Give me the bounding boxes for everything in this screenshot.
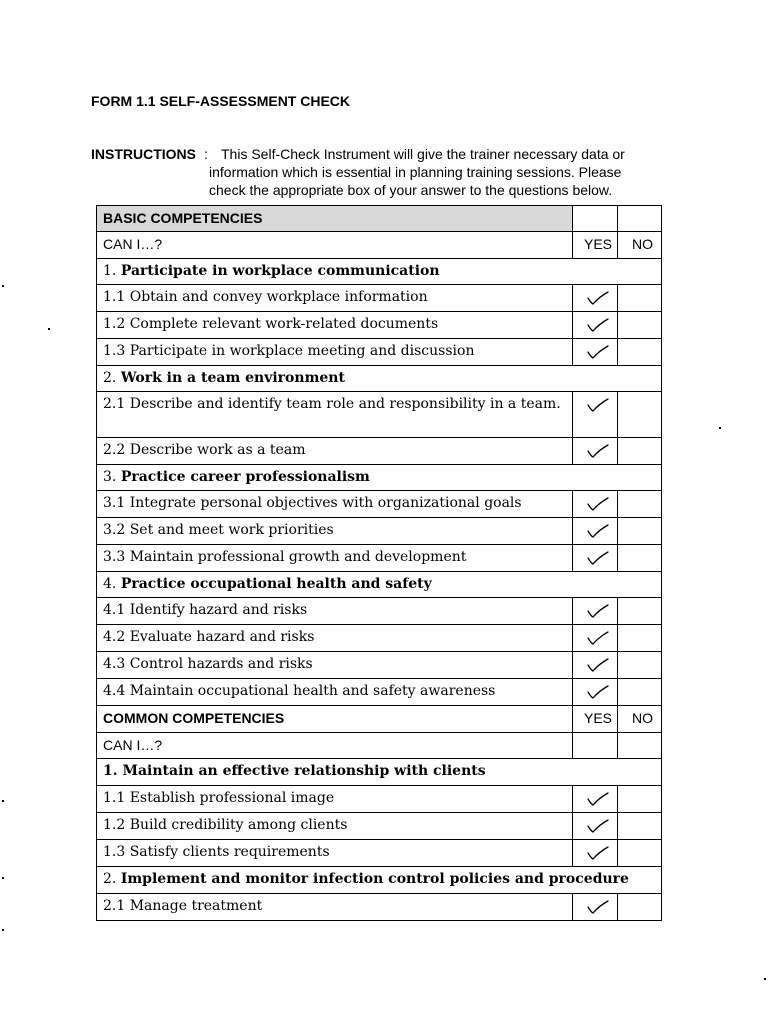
- no-checkbox-cell[interactable]: [618, 679, 662, 706]
- section-title: 1. Maintain an effective relationship with clients: [103, 763, 486, 779]
- competency-item-text: 1.2 Complete relevant work-related documents: [103, 316, 439, 332]
- competency-item: [97, 518, 573, 545]
- no-checkbox-cell[interactable]: [618, 652, 662, 679]
- common-competencies-header: [97, 706, 573, 733]
- no-checkbox-cell[interactable]: [618, 438, 662, 465]
- section-title: Practice career professionalism: [120, 469, 370, 485]
- yes-column-label: [573, 232, 618, 259]
- no-column-label: [618, 706, 662, 733]
- section-number: 1.: [103, 263, 121, 279]
- competency-item: [97, 894, 573, 921]
- competency-item-text: 4.1 Identify hazard and risks: [103, 602, 308, 618]
- scan-speck: [2, 800, 4, 802]
- competency-item-text: 1.1 Obtain and convey workplace information: [103, 289, 428, 305]
- instructions-line: information which is essential in planning training sessions. Please: [209, 164, 622, 180]
- competency-item: [97, 652, 573, 679]
- section-heading: [97, 572, 662, 598]
- yes-checkbox-cell[interactable]: [573, 840, 618, 867]
- competency-item: [97, 339, 573, 366]
- table-row: [97, 625, 662, 652]
- check-mark-icon: [579, 790, 617, 808]
- no-checkbox-cell[interactable]: [618, 491, 662, 518]
- instructions-line: check the appropriate box of your answer to the questions below.: [209, 182, 613, 198]
- yes-checkbox-cell[interactable]: [573, 652, 618, 679]
- table-row: [97, 491, 662, 518]
- check-mark-icon: [579, 898, 617, 916]
- table-row: [97, 545, 662, 572]
- table-row: [97, 840, 662, 867]
- can-i-label: [97, 733, 573, 759]
- competency-item-text: 1.2 Build credibility among clients: [103, 817, 348, 833]
- yes-column-label-text: YES: [583, 710, 612, 726]
- table-row: [97, 786, 662, 813]
- section-heading-text: [103, 465, 661, 485]
- no-checkbox-cell[interactable]: [618, 285, 662, 312]
- section-number: 4.: [103, 576, 121, 592]
- section-heading: [97, 366, 662, 392]
- no-column-label-text: NO: [632, 710, 653, 726]
- no-column-label-text: NO: [632, 236, 653, 252]
- table-row: [97, 366, 662, 392]
- competency-item: [97, 438, 573, 465]
- yes-checkbox-cell[interactable]: [573, 392, 618, 438]
- table-row: [97, 867, 662, 894]
- section-heading: [97, 867, 662, 894]
- competency-item-text: 4.4 Maintain occupational health and safety awareness: [103, 683, 496, 699]
- check-mark-icon: [579, 683, 617, 701]
- table-row: [97, 259, 662, 285]
- competency-item: [97, 312, 573, 339]
- table-row: [97, 572, 662, 598]
- section-number: 2.: [103, 871, 121, 887]
- competency-item-text: 3.3 Maintain professional growth and development: [103, 549, 467, 565]
- competency-item: [97, 679, 573, 706]
- yes-checkbox-cell[interactable]: [573, 491, 618, 518]
- check-mark-icon: [579, 396, 617, 414]
- scan-speck: [48, 328, 50, 330]
- table-row: [97, 339, 662, 366]
- section-heading: [97, 465, 662, 491]
- competency-item-text: 4.3 Control hazards and risks: [103, 656, 313, 672]
- check-mark-icon: [579, 522, 617, 540]
- section-heading-text: [103, 366, 661, 386]
- no-checkbox-cell[interactable]: [618, 518, 662, 545]
- check-mark-icon: [579, 817, 617, 835]
- competency-item-text: 3.1 Integrate personal objectives with organizational goals: [103, 495, 522, 511]
- table-row: [97, 232, 662, 259]
- competency-item-text: 3.2 Set and meet work priorities: [103, 522, 334, 538]
- check-mark-icon: [579, 549, 617, 567]
- yes-checkbox-cell[interactable]: [573, 679, 618, 706]
- header-blank-cell: [573, 206, 618, 232]
- yes-column-label: [573, 706, 618, 733]
- yes-checkbox-cell[interactable]: [573, 598, 618, 625]
- table-row: [97, 438, 662, 465]
- yes-checkbox-cell[interactable]: [573, 285, 618, 312]
- blank-cell: [573, 733, 618, 759]
- can-i-label-text: CAN I…?: [103, 737, 163, 753]
- competency-item-text: 2.1 Manage treatment: [103, 898, 263, 914]
- table-row: [97, 679, 662, 706]
- section-heading-text: [103, 259, 661, 279]
- competency-item: [97, 840, 573, 867]
- competency-item: [97, 598, 573, 625]
- competency-item-text: 1.3 Satisfy clients requirements: [103, 844, 330, 860]
- table-row: [97, 598, 662, 625]
- scan-speck: [764, 978, 766, 980]
- common-competencies-header-text: COMMON COMPETENCIES: [103, 710, 285, 726]
- can-i-label: [97, 232, 573, 259]
- table-row: [97, 312, 662, 339]
- no-column-label: [618, 232, 662, 259]
- check-mark-icon: [579, 442, 617, 460]
- competency-item: [97, 285, 573, 312]
- competency-item-text: 2.1 Describe and identify team role and responsibility in a team.: [103, 396, 561, 412]
- competency-item-text: 1.1 Establish professional image: [103, 790, 335, 806]
- no-checkbox-cell[interactable]: [618, 312, 662, 339]
- can-i-label-text: CAN I…?: [103, 236, 163, 252]
- table-row: [97, 285, 662, 312]
- yes-checkbox-cell[interactable]: [573, 786, 618, 813]
- competency-item-text: 2.2 Describe work as a team: [103, 442, 306, 458]
- competency-item: [97, 813, 573, 840]
- yes-checkbox-cell[interactable]: [573, 545, 618, 572]
- check-mark-icon: [579, 289, 617, 307]
- no-checkbox-cell[interactable]: [618, 545, 662, 572]
- table-row: [97, 813, 662, 840]
- section-heading-text: [103, 759, 661, 779]
- scan-speck: [2, 877, 4, 879]
- instructions-text: [209, 145, 677, 199]
- competency-item: [97, 392, 573, 438]
- header-blank-cell: [618, 206, 662, 232]
- section-number: 3.: [103, 469, 121, 485]
- instructions-line: This Self-Check Instrument will give the trainer necessary data or: [221, 146, 625, 162]
- yes-checkbox-cell[interactable]: [573, 312, 618, 339]
- scan-speck: [2, 285, 4, 287]
- competency-item: [97, 491, 573, 518]
- no-checkbox-cell[interactable]: [618, 840, 662, 867]
- table-row: [97, 652, 662, 679]
- yes-checkbox-cell[interactable]: [573, 438, 618, 465]
- table-row: [97, 706, 662, 733]
- yes-column-label-text: YES: [583, 236, 612, 252]
- no-checkbox-cell[interactable]: [618, 598, 662, 625]
- competency-item: [97, 625, 573, 652]
- competency-item: [97, 786, 573, 813]
- section-heading-text: [103, 572, 661, 592]
- table-row: [97, 733, 662, 759]
- table-row: [97, 392, 662, 438]
- competency-item-text: 1.3 Participate in workplace meeting and discussion: [103, 343, 475, 359]
- yes-checkbox-cell[interactable]: [573, 813, 618, 840]
- self-assessment-table: [96, 205, 662, 921]
- instructions-colon: :: [204, 146, 208, 162]
- check-mark-icon: [579, 656, 617, 674]
- yes-checkbox-cell[interactable]: [573, 625, 618, 652]
- section-title: Implement and monitor infection control policies and procedure: [120, 871, 629, 887]
- scan-speck: [2, 929, 4, 931]
- section-title: Practice occupational health and safety: [120, 576, 432, 592]
- no-checkbox-cell[interactable]: [618, 786, 662, 813]
- no-checkbox-cell[interactable]: [618, 392, 662, 438]
- basic-competencies-header: [97, 206, 573, 232]
- yes-checkbox-cell[interactable]: [573, 518, 618, 545]
- section-title: Work in a team environment: [120, 370, 345, 386]
- check-mark-icon: [579, 343, 617, 361]
- no-checkbox-cell[interactable]: [618, 894, 662, 921]
- table-row: [97, 206, 662, 232]
- section-title: Participate in workplace communication: [120, 263, 440, 279]
- section-heading: [97, 259, 662, 285]
- yes-checkbox-cell[interactable]: [573, 339, 618, 366]
- no-checkbox-cell[interactable]: [618, 813, 662, 840]
- check-mark-icon: [579, 316, 617, 334]
- section-heading: [97, 759, 662, 786]
- check-mark-icon: [579, 629, 617, 647]
- table-row: [97, 759, 662, 786]
- competency-item-text: 4.2 Evaluate hazard and risks: [103, 629, 315, 645]
- form-title: FORM 1.1 SELF-ASSESSMENT CHECK: [91, 93, 351, 109]
- no-checkbox-cell[interactable]: [618, 625, 662, 652]
- table-row: [97, 465, 662, 491]
- competency-item: [97, 545, 573, 572]
- section-number: 2.: [103, 370, 121, 386]
- table-row: [97, 518, 662, 545]
- instructions-label: INSTRUCTIONS: [91, 146, 196, 162]
- basic-competencies-header-text: BASIC COMPETENCIES: [103, 210, 263, 226]
- check-mark-icon: [579, 602, 617, 620]
- table-row: [97, 894, 662, 921]
- scan-speck: [719, 427, 721, 429]
- check-mark-icon: [579, 844, 617, 862]
- blank-cell: [618, 733, 662, 759]
- no-checkbox-cell[interactable]: [618, 339, 662, 366]
- check-mark-icon: [579, 495, 617, 513]
- yes-checkbox-cell[interactable]: [573, 894, 618, 921]
- section-heading-text: [103, 867, 661, 887]
